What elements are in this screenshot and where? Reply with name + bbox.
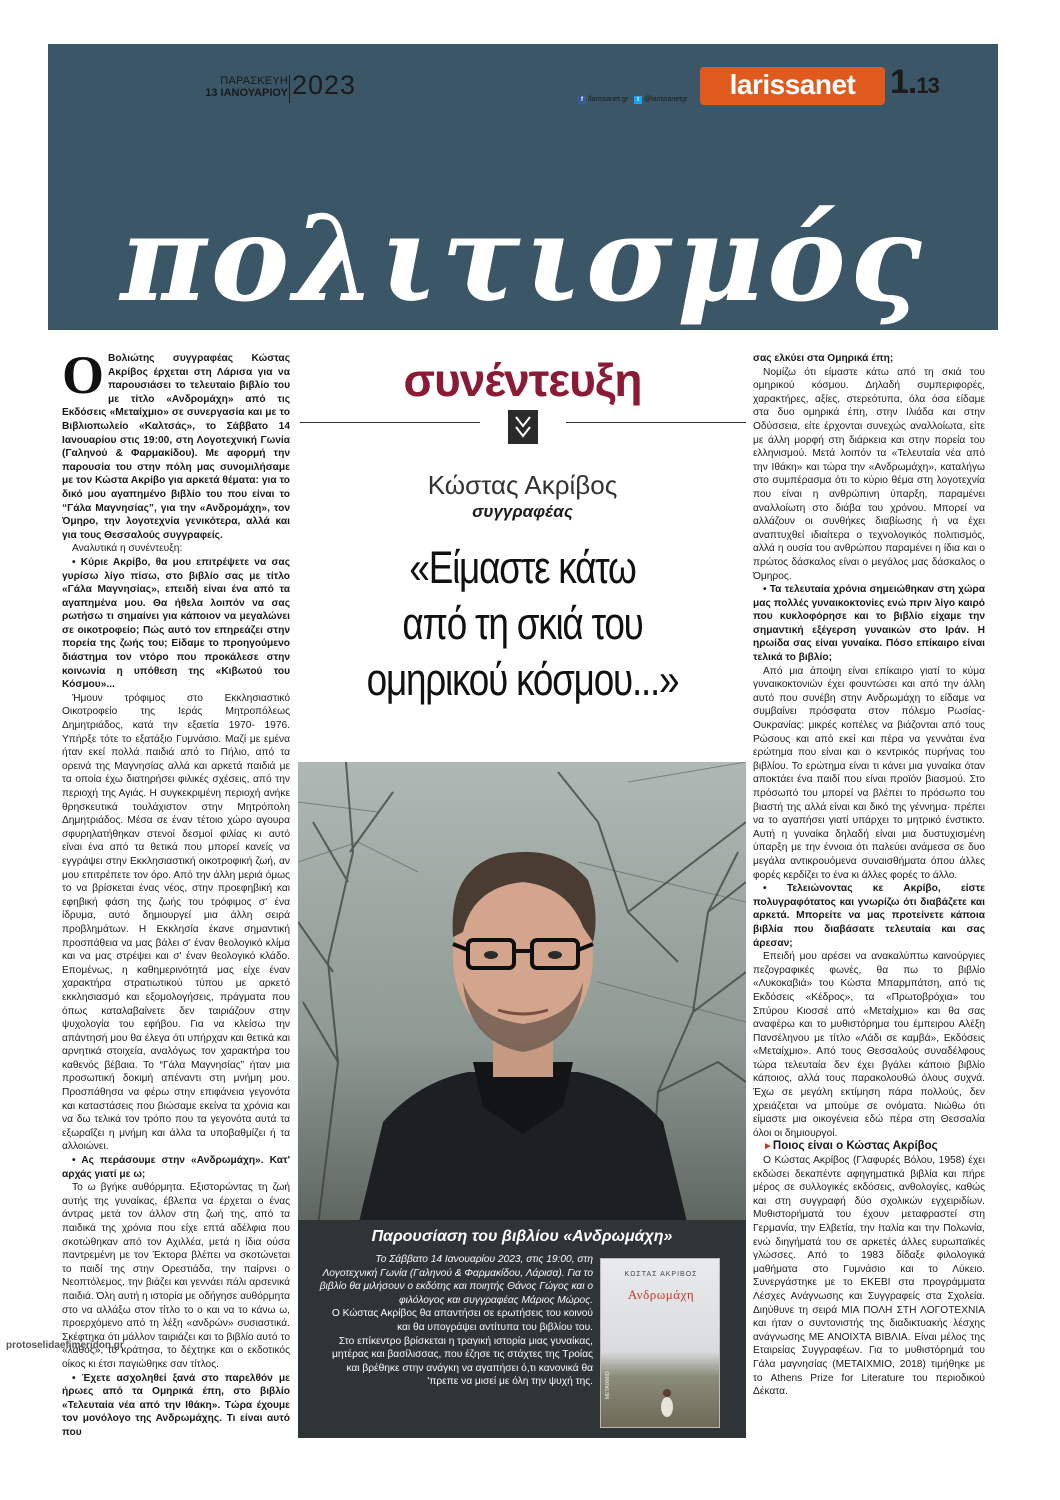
answer: Ήμουν τρόφιμος στο Εκκλησιαστικό Οικοτροφείο της Ιεράς Μητροπόλεως Δημητριάδος, κατά την εξαετία 1970- 1976. Υπήρξε τότε το εξατάξιο Γυμνάσιο. Μαζί με εμένα ήταν εκεί πολλά παιδιά από το Πήλιο, από τα ορεινά της Μαγνησίας αλλά και αρκετά παιδιά με τα οποία έχω διατηρήσει φιλικές σχέσεις, από την περιοχή της Αγιάς. Η συγκεκριμένη περιοχή ανήκε θρησκευτικά τουλάχιστον στην Μητρόπολη Δημητριάδος. Μέσα σε έναν τέτοιο χώρο αγουρα σφυρηλατήθηκαν στενοί δεσμοί φιλίας κι αυτό είναι ένα από τα θετικά που μπορεί κανείς να εγγράψει στην Εκκλησιαστική οικοτροφική ζωή, αν μου επιτρέπετε τον όρο. Από την άλλη μεριά όμως το να βρίσκεται ένας νέος, στην προεφηβική και εφηβική φάση της ζωής του τρόφιμος σ' ένα ίδρυμα, αυτό δημιουργεί μια άλλη σειρά προβλημάτων. Η Εκκλησία έκανε σημαντική προσπάθεια να μας βάλει σ' έναν θεολογικό κλίμα και να μας στρέψει και σ' έναν θεολογικό κλάδο. Επομένως, η καθημερινότητά μας είχε έναν χαρακτήρα στρατιωτικού τύπου με αρκετό εκκλησιασμό και εξομολογήσεις, πράγματα που όπως καταλαβαίνετε δεν ταιριάζουν στην ψυχολογία του εφήβου. Για να κλείσω την απάντησή μου θα έλεγα ότι υπήρχαν και θετικά και αρνητικά στοιχεία, αναλόγως τον χαρακτήρα του καθενός βέβαια. Το “Γάλα Μαγνησίας” ήταν μια προσωπική δοκιμή απέναντι στη μνήμη μου. Προσπάθησα να φέρω στην επιφάνεια γεγονότα και καταστάσεις που βιώσαμε εκείνα τα χρόνια και να δω τελικά τον τρόπο που τα γεγονότα αυτά τα εξωραΐζει η μνήμη και άλλα τα υποβαθμίζει ή τα αλλοιώνει. bbox=[62, 692, 290, 1153]
issue-date-text: 13 ΙΑΝΟΥΑΡΙΟΥ bbox=[205, 87, 288, 99]
social-links bbox=[578, 96, 687, 104]
author-role: συγγραφέας bbox=[472, 502, 573, 521]
paragraph: Αναλυτικά η συνέντευξη: bbox=[72, 543, 183, 555]
book-cover-figure-icon bbox=[601, 1259, 721, 1429]
page-number: 1.13 bbox=[890, 63, 939, 101]
bio-text: Ο Κώστας Ακρίβος (Γλαφυρές Βόλου, 1958) έχει εκδώσει δεκαπέντε αφηγηματικά βιβλία και πήρε μέρος σε συλλογικές εκδόσεις, ανθολογίες, καθώς και στη συγγραφή δύο σχολικών εγχειριδίων. Μυθιστορήματά του έχουν μεταφραστεί στη Γερμανία, την Ελβετία, την Ιταλία και την Πολωνία, ενώ διηγήματά του σε αρκετές άλλες ευρωπαϊκές γλώσσες. Από το 1983 δίδαξε φιλολογικά μαθήματα στο Γυμνάσιο και το Λύκειο. Συνεργάστηκε με το ΕΚΕΒΙ στα προγράμματα Λέσχες Ανάγνωσης και Συγγραφείς στα Σχολεία. Διηύθυνε τη σειρά ΜΙΑ ΠΟΛΗ ΣΤΗ ΛΟΓΟΤΕΧΝΙΑ και ήταν ο συντονιστής της διαδικτυακής λέσχης ανάγνωσης ΜΕ ΑΝΟΙΧΤΑ ΒΙΒΛΙΑ. Είναι μέλος της Εταιρείας Συγγραφέων. Για το μυθιστόρημά του Γάλα μαγνησίας (ΜΕΤΑΙΧΜΙΟ, 2018) τιμήθηκε με το Athens Prize for Literature του περιοδικού Δέκατα. bbox=[753, 1155, 985, 1398]
divider-left bbox=[300, 422, 480, 423]
book-cover-author: ΚΩΣΤΑΣ ΑΚΡΙΒΟΣ bbox=[624, 1271, 698, 1278]
infobox-title: Παρουσίαση του βιβλίου «Ανδρωμάχη» bbox=[371, 1228, 673, 1245]
issue-year: 2023 bbox=[292, 70, 357, 100]
question: • Τα τελευταία χρόνια σημειώθηκαν στη χώρα μας πολλές γυναικοκτονίες ενώ πριν λίγο καιρό που κυκλοφόρησε και το βιβλίο είχαμε την σημαντική εξέγερση γυναικών στο Ιράν. Η ηρωίδα σας είναι γυναίκα. Πόσο επίκαιρο είναι τελικά το βιβλίο; bbox=[753, 584, 985, 664]
infobox-paragraph: Στο επίκεντρο βρίσκεται η τραγική ιστορία μιας γυναίκας, μητέρας και βασίλισσας, που έζησε τις στάχτες της Τροίας και βρέθηκε στην ανάγκη να αγαπήσει ό,τι κανονικά θα 'πρεπε να μισεί με όλη την ψυχή της. bbox=[331, 1335, 593, 1388]
infobox-paragraph: Το Σάββατο 14 Ιανουαρίου 2023, στις 19:00, στη Λογοτεχνική Γωνία (Γαληνού & Φαρμακίδου, Λάρισα). Για το βιβλίο θα μιλήσουν ο εκδότης και ποιητής Θάνος Γώγος και ο φιλόλογος και συγγραφέας Μάριος Μώρος. bbox=[319, 1254, 593, 1306]
question: • Κύριε Ακρίβο, θα μου επιτρέψετε να σας γυρίσω λίγο πίσω, στο βιβλίο σας με τίτλο «Γάλα Μαγνησίας», επειδή είναι ένα από τα αγαπημένα μου. Θα ήθελα λοιπόν να σας ρωτήσω τι σημαίνει για κάποιον να μεγαλώνει σε οικοτροφείο; Πώς αυτό τον επηρεάζει στην πορεία της ζωής του; Είδαμε το προηγούμενο διάστημα τον ντόρο που προκάλεσε στην κοινωνία η υπόθεση της «Κιβωτού του Κόσμου»... bbox=[62, 556, 290, 691]
infobox-paragraph: Ο Κώστας Ακρίβος θα απαντήσει σε ερωτήσεις του κοινού και θα υπογράψει αντίτυπα του βιβλίου του. bbox=[331, 1308, 593, 1333]
interview-label: συνέντευξη bbox=[403, 354, 642, 406]
author-photo bbox=[298, 762, 746, 1226]
pull-quote-line: «Είμαστε κάτω bbox=[409, 542, 636, 593]
facebook-icon: f bbox=[578, 96, 586, 104]
triangle-bullet-icon: ► bbox=[763, 1141, 773, 1153]
question: • Έχετε ασχοληθεί ξανά στο παρελθόν με ήρωες από τα Ομηρικά έπη, στο βιβλίο «Τελευταία νέα από την Ιθάκη». Τώρα έχουμε τον μονόλογο της Ανδρωμάχης. Τι είναι αυτό που bbox=[62, 1372, 290, 1438]
answer: Νομίζω ότι είμαστε κάτω από τη σκιά του ομηρικού κόσμου. Δηλαδή συμπεριφορές, χαρακτήρες, αξίες, στερεότυπα, όλα όσα είδαμε στα δυο ομηρικά έπη, στην Ιλιάδα και στην Οδύσσεια, είτε έρχονται συνεχώς αναλλοίωτα, είτε με άλλη μορφή στη διάρκεια και στην πορεία του ελληνισμού. Μετά λοιπόν τα «Τελευταία νέα από την Ιθάκη» και τώρα την «Ανδρωμάχη», καταλήγω στο συμπέρασμα ότι το κύριο θέμα στη λογοτεχνία που είναι η ανθρώπινη ύπαρξη, παραμένει αναλλοίωτη στο διάβα του χρόνου. Μπορεί να αλλάζουν οι συνθήκες διαβίωσης ή να έχει αναπτυχθεί ιδιαίτερα ο τεχνολογικός πολιτισμός, αλλά η ουσία του ανθρώπου παραμένει η ίδια και ο πρώτος δάσκαλος είναι ο μεγάλος μας δάσκαλος ο Όμηρος. bbox=[753, 366, 985, 582]
section-title: πολιτισμός bbox=[120, 189, 926, 328]
answer: Από μια άποψη είναι επίκαιρο γιατί το κύμα γυναικοκτονιών έχει φουντώσει και από την άλλη αυτό που συνέβη στην Ανδρωμάχη το είδαμε να συμβαίνει πρόσφατα στον πόλεμο Ρωσίας- Ουκρανίας: μικρές κοπέλες να βιάζονται από τους Ρώσους και από εκεί και πέρα να γεννάται ένα ερώτημα που είναι και ο κεντρικός πυρήνας του βιβλίου. Το ερώτημα είναι τι κάνει μια γυναίκα όταν αποκτάει ένα παιδί που είναι προϊόν βιασμού. Στο πρόσωπό του μπορεί να βλέπει το πρόσωπο του βιαστή της αλλά είναι και δικό της γέννημα· πρέπει να το αγαπήσει γιατί υπάρχει το μητρικό ένστικτο. Αυτή η γυναίκα δηλαδή είναι μια δυστυχισμένη ύπαρξη με την έννοια ότι παλεύει ανάμεσα σε δυο μεγάλα αντικρουόμενα συναισθήματα όπου άλλες φορές κερδίζει το ένα κι άλλες φορές το άλλο. bbox=[753, 665, 985, 881]
brand-block bbox=[700, 65, 990, 110]
facebook-link[interactable]: f /larissanet.gr bbox=[578, 96, 628, 104]
question: σας ελκύει στα Ομηρικά έπη; bbox=[753, 353, 894, 364]
pull-quote-line: ομηρικού κόσμου...» bbox=[366, 654, 679, 705]
twitter-link[interactable]: t @larissanetgr bbox=[634, 96, 687, 104]
pull-quote bbox=[340, 540, 705, 708]
answer: Επειδή μου αρέσει να ανακαλύπτω καινούργιες πεζογραφικές φωνές, θα πω το βιβλίο «Λυκοκαβιά» του Κώστα Μπαρμπάτση, από τις Εκδόσεις «Κέδρος», τα «Πρωτοβρόχια» του Σπύρου Κιοσσέ από «Μεταίχμιο» και θα σας αναφέρω και το μυθιστόρημα του έμπειρου Αλέξη Πανσέληνου με τίτλο «Λάδι σε καμβά», Εκδόσεις «Μεταίχμιο». Από τους Θεσσαλούς συναδέλφους τώρα τελευταία δεν έχει βγάλει κάποιο βιβλίο κάποιος, αλλά τους παρακολουθώ όλους συχνά. Έχω σε μεγάλη εκτίμηση πάρα πολλούς, δεν χρειάζεται να μπούμε σε ονόματα. Νιώθω ότι είμαστε μια οικογένεια εδώ πέρα στη Θεσσαλία όλοι οι δημιουργοί. bbox=[753, 951, 985, 1139]
answer: Το ω βγήκε αυθόρμητα. Εξιστορώντας τη ζωή αυτής της γυναίκας, έβλεπα να έρχεται ο ένας άντρας μετά τον άλλον στη ζωή της, από τα παιδικά της χρόνια που είχε επτά αδέλφια που σκοτώθηκαν από τον Αχιλλέα, μετά η ίδια ούσα παντρεμένη με τον Έκτορα βλέπει να σκοτώνεται το παιδί της στην Ορεστιάδα, την παίρνει ο Νεοπτόλεμος, την βιάζει και γεννάει πάλι αρσενικά παιδιά. Όλη αυτή η ιστορία με οδήγησε αυθόρμητα στο να αλλάξω στον τίτλο το ο και να το κάνω ω, προερχόμενο από τη λέξη «ανδρών» συσιαστικά. Σκέφτηκα ότι μάλλον ταιριάζει και το βιβλίο αυτό το «λάθος», το κράτησα, το δέχτηκε και ο εκδοτικός οίκος κι έτσι παγιώθηκε σαν τίτλος. bbox=[62, 1182, 290, 1370]
bio-heading: ►Ποιος είναι ο Κώστας Ακρίβος bbox=[763, 1140, 938, 1153]
date-divider bbox=[289, 75, 290, 103]
issue-day: ΠΑΡΑΣΚΕΥΗ bbox=[220, 75, 288, 87]
left-column bbox=[62, 345, 290, 1440]
book-cover bbox=[600, 1258, 720, 1428]
twitter-icon: t bbox=[634, 96, 642, 104]
question: • Τελειώνοντας κε Ακρίβο, είστε πολυγραφότατος και γνωρίζω ότι διαβάζετε και αρκετά. Μπορείτε να μας προτείνετε κάποια βιβλία που διαβάσατε τελευταία και σας άρεσαν; bbox=[753, 883, 985, 949]
issue-date bbox=[172, 75, 288, 99]
right-column bbox=[753, 352, 985, 1399]
event-infobox bbox=[298, 1220, 746, 1438]
infobox-text bbox=[318, 1253, 593, 1389]
question: • Ας περάσουμε στην «Ανδρωμάχη». Κατ' αρχάς γιατί με ω; bbox=[62, 1155, 290, 1180]
brand-logo: larissanet bbox=[700, 67, 885, 105]
book-cover-title: Ανδρωμάχη bbox=[627, 1287, 695, 1302]
chevron-logo-svg bbox=[508, 412, 538, 444]
chevron-logo-icon bbox=[508, 410, 538, 444]
divider-right bbox=[566, 422, 746, 423]
pull-quote-line: από τη σκιά του bbox=[402, 598, 643, 649]
drop-cap: Ο bbox=[62, 345, 105, 405]
intro-paragraph: Ο Βολιώτης συγγραφέας Κώστας Ακρίβος έρχεται στη Λάρισα για να παρουσιάσει το τελευταίο βιβλίο του με τίτλο «Ανδρομάχη» από τις Εκδόσεις «Μεταίχμιο» σε συνεργασία και με το Βιβλιοπωλείο «Καλτσάς», το Σάββατο 14 Ιανουαρίου στις 19:00, στη Λογοτεχνική Γωνία (Γαληνού & Φαρμακίδου). Με αφορμή την παρουσία του στην πόλη μας συνομιλήσαμε με τον Κώστα Ακρίβο για αρκετά θέματα: για το δικό μου αγαπημένο βιβλίο του που είναι το “Γάλα Μαγνησίας”, για την «Ανδρομάχη», τον Όμηρο, την λογοτεχνία γενικότερα, αλλά και για τους Θεσσαλούς συγγραφείς. bbox=[62, 345, 290, 541]
watermark: protoselidaefimeridon.gr bbox=[6, 1340, 124, 1351]
author-portrait-image bbox=[298, 762, 746, 1226]
author-name: Κώστας Ακρίβος bbox=[427, 470, 618, 500]
book-cover-publisher: ΜΕΤΑΙΧΜΙΟ bbox=[605, 1371, 611, 1399]
